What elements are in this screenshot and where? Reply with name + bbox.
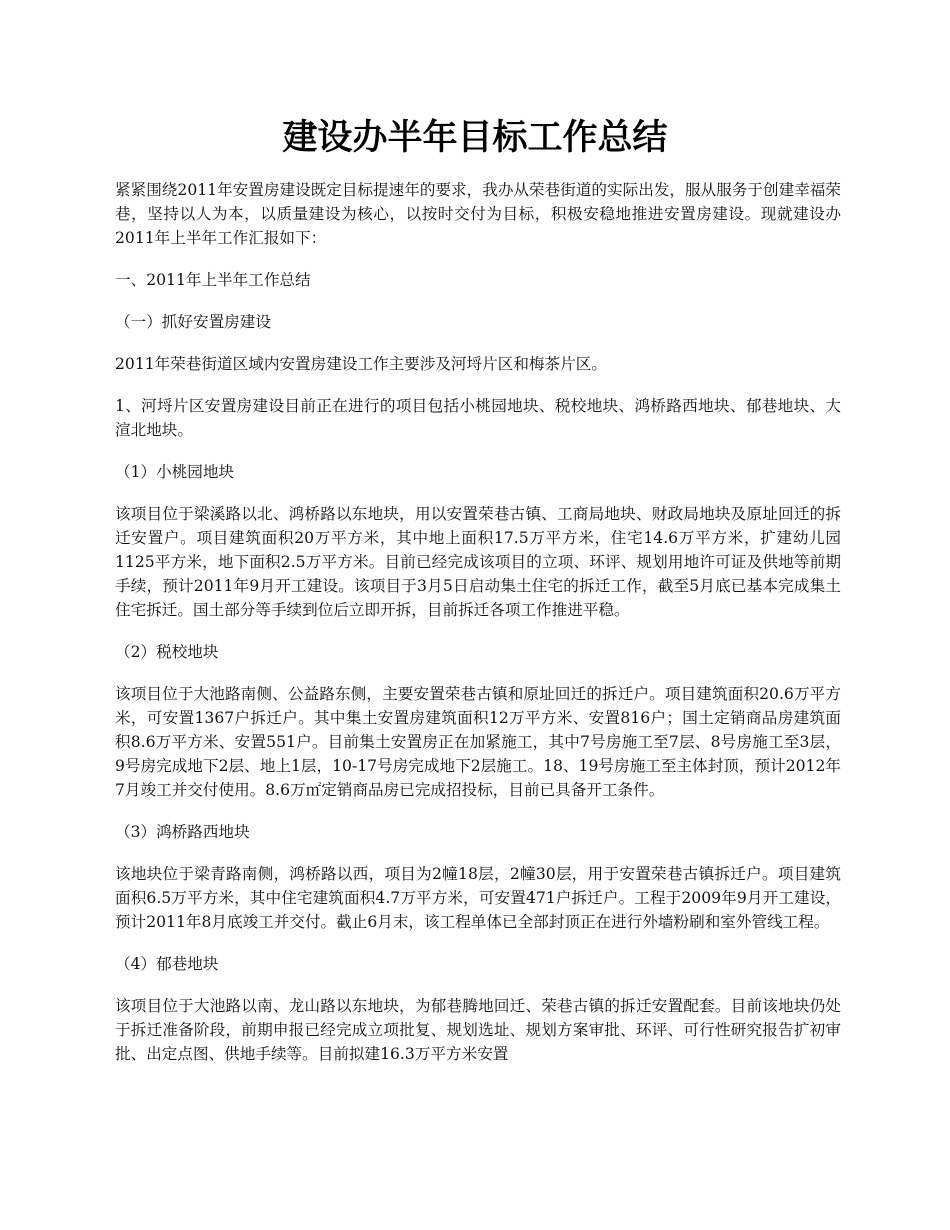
item-heading: （1）小桃园地块 [115, 463, 235, 481]
body-paragraph: 该项目位于梁溪路以北、鸿桥路以东地块，用以安置荣巷古镇、工商局地块、财政局地块及原址回迁的拆迁安置户。项目建筑面积20万平方米，其中地上面积17.5万平方米，住宅14.6万平方米，扩建幼儿园1125平方米，地下面积2.5万平方米。目前已经完成该项目的立项、环评、规划用地许可证及供地等前期手续，预计2011年9月开工建设。该项目于3月5日启动集土住宅的拆迁工作，截至5月底已基本完成集土住宅拆迁。国土部分等手续到位后立即开拆，目前拆迁各项工作推进平稳。 [115, 505, 841, 619]
subsection-heading: （一）抓好安置房建设 [115, 313, 271, 331]
body-paragraph: 该项目位于大池路以南、龙山路以东地块，为郁巷腾地回迁、荣巷古镇的拆迁安置配套。目前该地块仍处于拆迁准备阶段，前期申报已经完成立项批复、规划选址、规划方案审批、环评、可行性研究报告扩初审批、出定点图、供地手续等。目前拟建16.3万平方米安置 [115, 997, 841, 1063]
document-body [115, 178, 841, 1084]
intro-paragraph: 紧紧围绕2011年安置房建设既定目标提速年的要求，我办从荣巷街道的实际出发，服从服务于创建幸福荣巷，坚持以人为本，以质量建设为核心，以按时交付为目标，积极安稳地推进安置房建设。现就建设办2011年上半年工作汇报如下： [115, 181, 841, 247]
body-paragraph: 2011年荣巷街道区域内安置房建设工作主要涉及河埒片区和梅茶片区。 [115, 355, 607, 373]
section-heading: 一、2011年上半年工作总结 [115, 271, 311, 289]
document-title: 建设办半年目标工作总结 [282, 118, 668, 158]
body-paragraph: 1、河埒片区安置房建设目前正在进行的项目包括小桃园地块、税校地块、鸿桥路西地块、郁巷地块、大渲北地块。 [115, 397, 841, 439]
item-heading: （2）税校地块 [115, 643, 219, 661]
body-paragraph: 该地块位于梁青路南侧，鸿桥路以西，项目为2幢18层，2幢30层，用于安置荣巷古镇拆迁户。项目建筑面积6.5万平方米，其中住宅建筑面积4.7万平方米，可安置471户拆迁户。工程于2009年9月开工建设，预计2011年8月底竣工并交付。截止6月末，该工程单体已全部封顶正在进行外墙粉刷和室外管线工程。 [115, 865, 841, 931]
item-heading: （3）鸿桥路西地块 [115, 823, 250, 841]
body-paragraph: 该项目位于大池路南侧、公益路东侧，主要安置荣巷古镇和原址回迁的拆迁户。项目建筑面积20.6万平方米，可安置1367户拆迁户。其中集土安置房建筑面积12万平方米、安置816户；国土定销商品房建筑面积8.6万平方米、安置551户。目前集土安置房正在加紧施工，其中7号房施工至7层、8号房施工至3层，9号房完成地下2层、地上1层，10-17号房完成地下2层施工。18、19号房施工至主体封顶，预计2012年7月竣工并交付使用。8.6万㎡定销商品房已完成招投标，目前已具备开工条件。 [115, 685, 841, 799]
item-heading: （4）郁巷地块 [115, 955, 219, 973]
